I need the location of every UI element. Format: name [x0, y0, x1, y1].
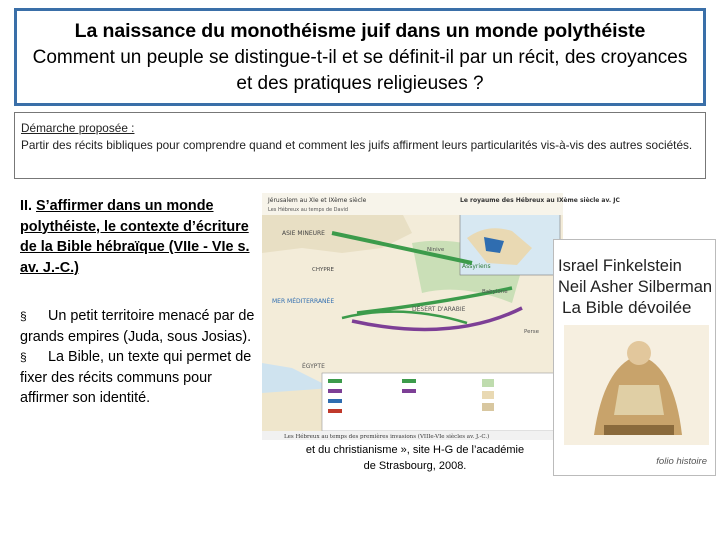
demarche-box — [14, 112, 706, 179]
section-title-prefix: II. — [20, 198, 36, 214]
caption-line1: et du christianisme », site H-G de l’académie — [305, 444, 525, 456]
map-title-left-sub: Les Hébreux au temps de David — [268, 207, 349, 213]
demarche-text: Partir des récits bibliques pour comprendre quand et comment les juifs affirment leurs particularités vis-à-vis des autres sociétés. — [21, 138, 693, 152]
section-title — [20, 196, 260, 278]
bullet-text: La Bible, un texte qui permet de fixer des récits communs pour affirmer son identité. — [20, 349, 252, 406]
label-egypte: ÉGYPTE — [302, 363, 325, 370]
label-babylone: Babylone — [482, 289, 508, 295]
bullet-item — [20, 347, 260, 409]
bullet-item — [20, 306, 260, 347]
map-caption — [280, 442, 550, 474]
book-brand: folio histoire — [656, 456, 707, 467]
page-subtitle: Comment un peuple se distingue-t-il et se définit-il par un récit, des croyances et des pratiques religieuses ? — [32, 47, 688, 94]
bullet-symbol: § — [20, 309, 27, 323]
book-illustration — [564, 325, 709, 445]
map-legend — [322, 373, 560, 431]
section-title-underlined: S’affirmer dans un monde polythéiste, le contexte d’écriture de la Bible hébraïque (VIIe - VIe s. av. J.-C.) — [20, 198, 250, 276]
demarche-heading: Démarche proposée : — [21, 121, 135, 135]
bullet-text: Un petit territoire menacé par de grands empires (Juda, sous Josias). — [20, 308, 255, 345]
map-legend-caption: Les Hébreux au temps des premières invasions (VIIIe-VIe siècles av. J.-C.) — [284, 434, 490, 440]
label-chypre: CHYPRE — [312, 267, 334, 273]
map-title-left: Jérusalem au XIe et IXème siècle — [268, 197, 367, 204]
label-assyriens: Assyriens — [462, 263, 491, 270]
section-text — [20, 196, 260, 409]
bullet-symbol: § — [20, 350, 27, 364]
title-box — [14, 8, 706, 106]
page-title: La naissance du monothéisme juif dans un monde polythéiste — [74, 20, 646, 42]
label-perse: Perse — [524, 329, 540, 335]
label-ninive: Ninive — [427, 247, 445, 253]
label-mer: MER MÉDITERRANÉE — [272, 298, 335, 305]
caption-line2: de Strasbourg, 2008. — [363, 460, 467, 472]
map-title-right: Le royaume des Hébreux au IXème siècle av. JC — [460, 197, 620, 204]
label-asie-mineure: ASIE MINEURE — [282, 230, 325, 237]
book-title: La Bible dévoilée — [562, 298, 692, 317]
book-cover — [553, 239, 716, 476]
book-author1: Israel Finkelstein — [558, 257, 682, 275]
bullet-list — [20, 306, 260, 409]
label-desert: DÉSERT D'ARABIE — [412, 306, 466, 313]
book-author2: Neil Asher Silberman — [558, 278, 713, 296]
